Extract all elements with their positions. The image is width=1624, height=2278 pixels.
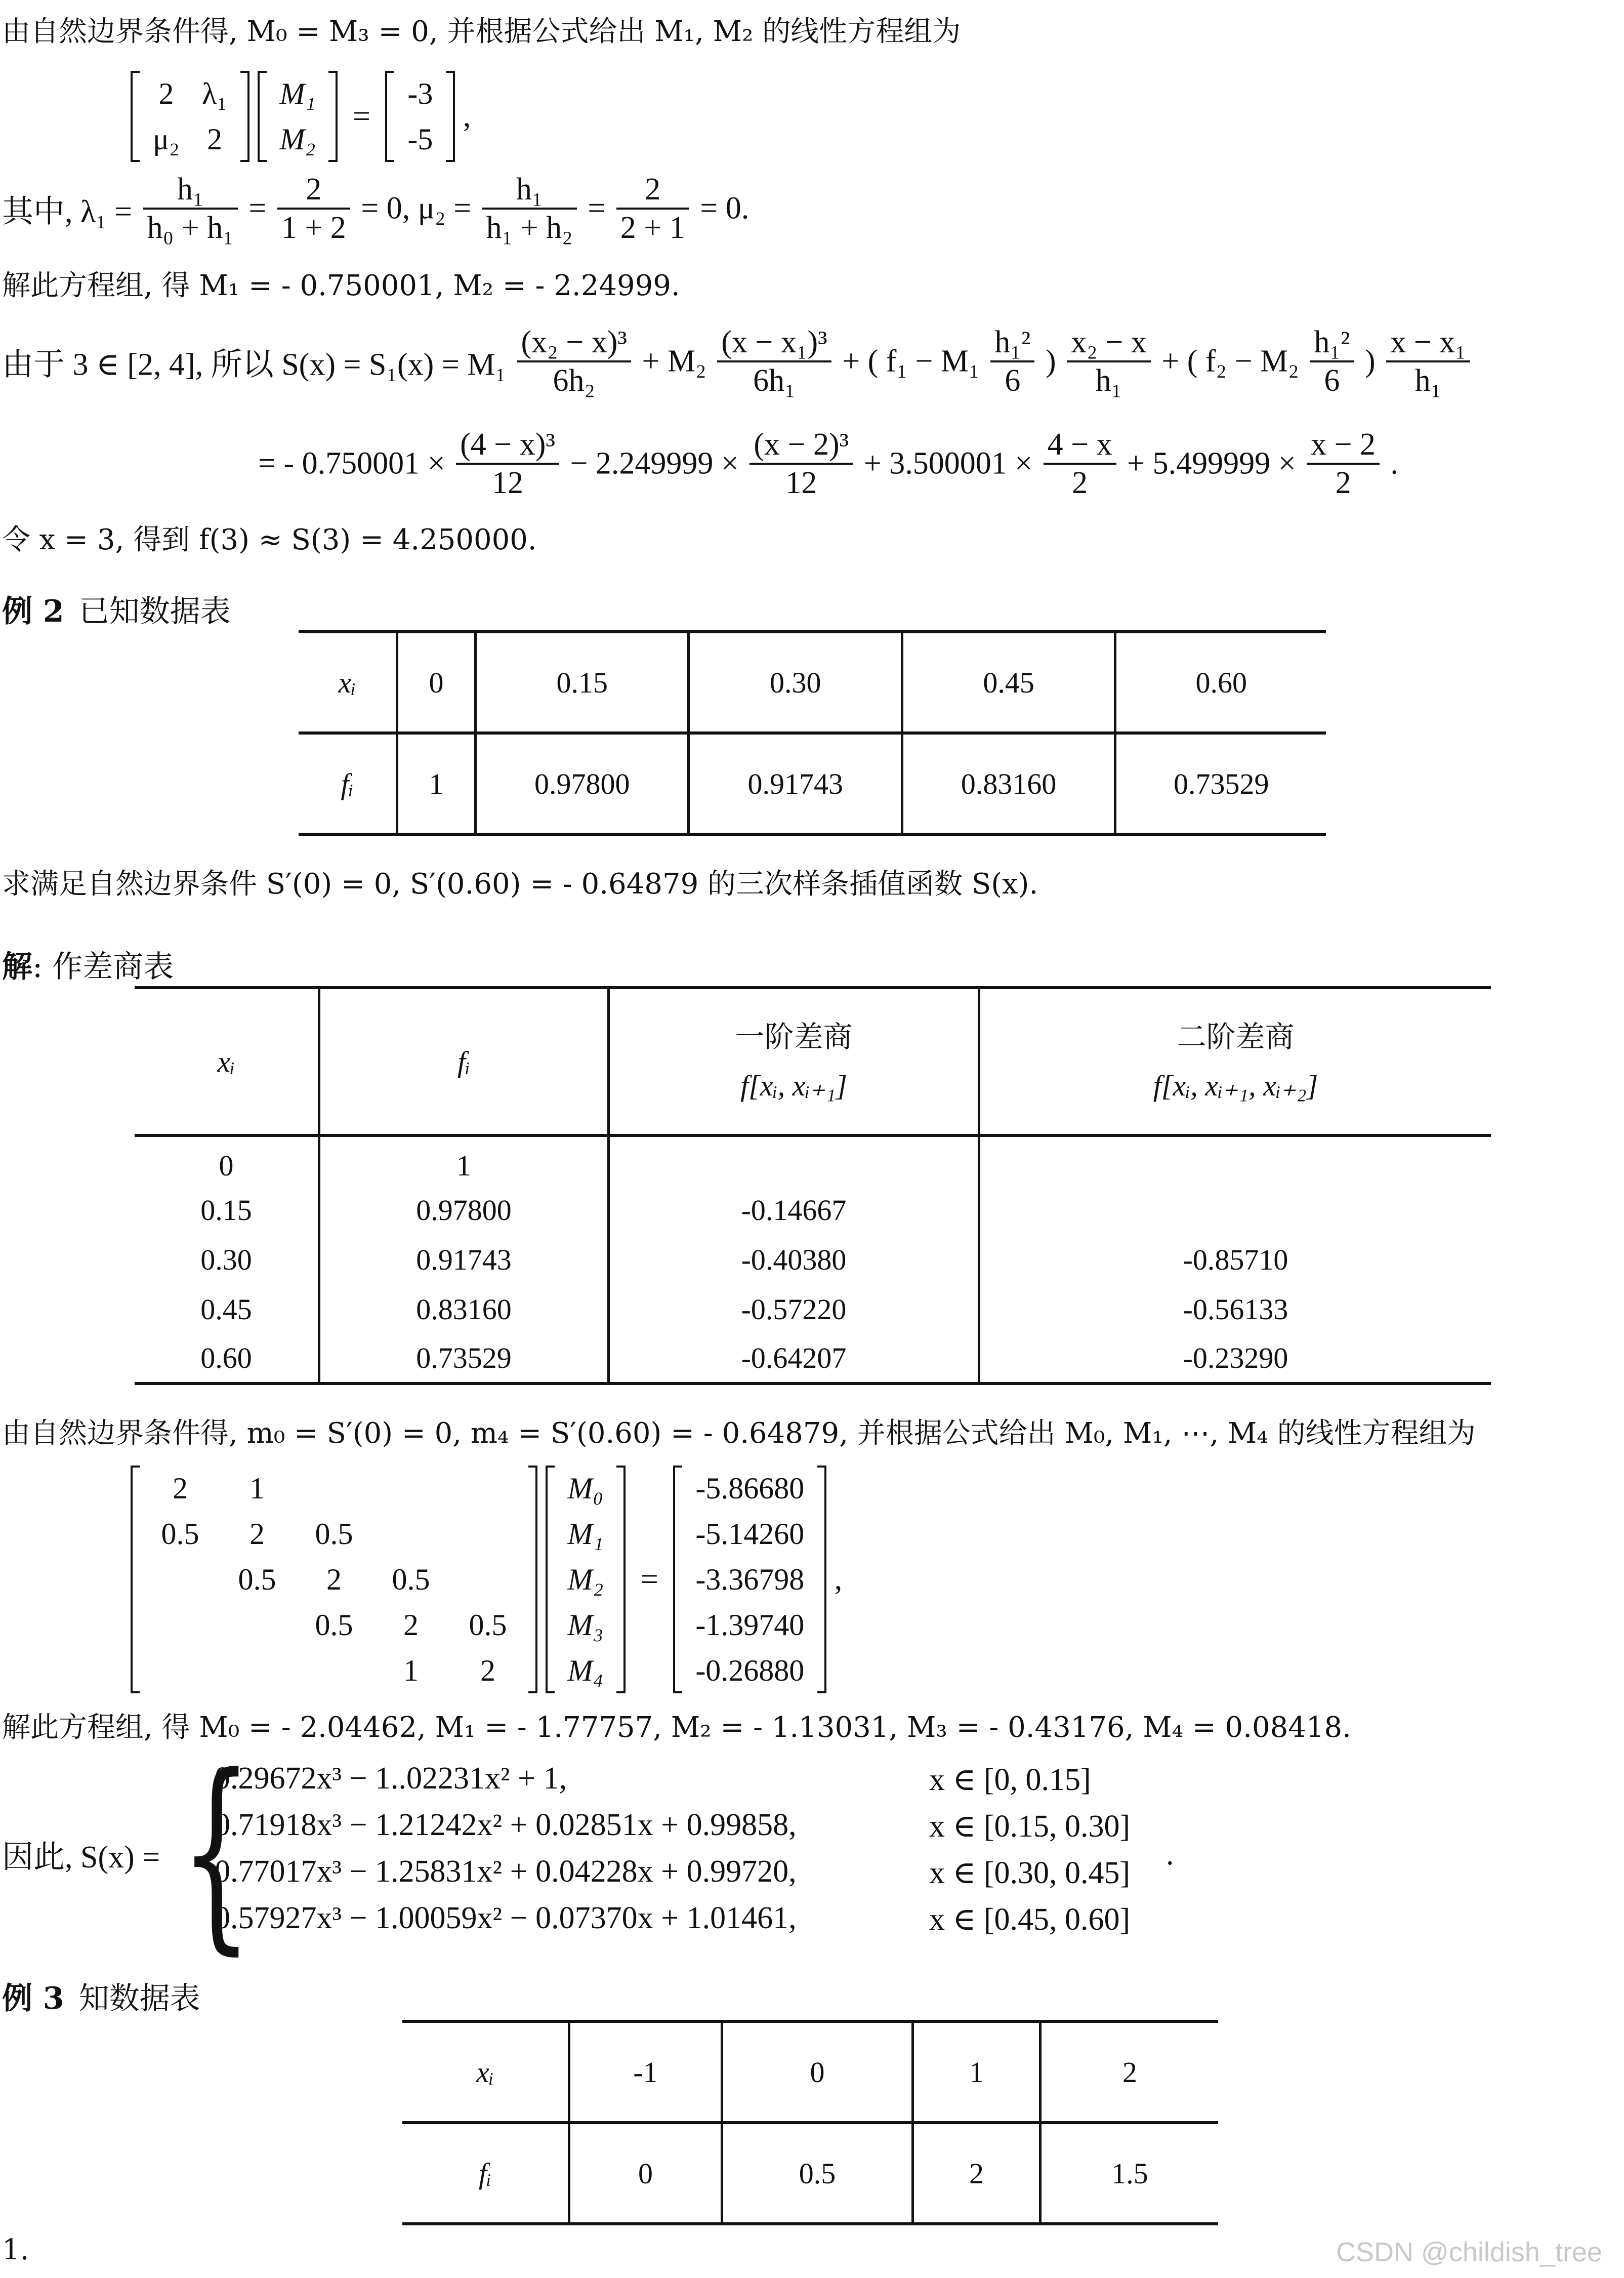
- numerator: 2: [277, 171, 350, 210]
- ex2-solve-line: 解此方程组, 得 M₀ = - 2.04462, M₁ = - 1.77757, M₂ = - 1.13031, M₃ = - 0.43176, M₄ = 0.08418.: [2, 1711, 1351, 1744]
- piece-domain-4: x ∈ [0.45, 0.60]: [929, 1902, 1131, 1937]
- row-label: fᵢ: [299, 733, 397, 834]
- denominator: 2 + 1: [620, 211, 685, 245]
- fraction: [749, 426, 853, 501]
- punctuation: ,: [463, 99, 471, 134]
- vector-cell: M₀: [567, 1472, 604, 1505]
- numerator: x − x₁: [1386, 324, 1470, 362]
- table-cell: 0.73529: [319, 1334, 609, 1384]
- table-cell: 0.73529: [1173, 767, 1269, 800]
- vector-cell: -5.14260: [695, 1517, 805, 1551]
- fraction: [482, 171, 577, 246]
- matrix-cell: 2: [249, 1517, 265, 1551]
- table-row: [402, 2021, 1218, 2123]
- ex3-heading: [2, 1974, 200, 2018]
- table-cell: 0.97800: [319, 1185, 609, 1235]
- vector-cell: M₂: [279, 123, 316, 156]
- vector-cell: M₂: [567, 1563, 604, 1596]
- header-title: 二阶差商: [1177, 1021, 1295, 1053]
- table-row: [135, 1284, 1491, 1334]
- matrix-cell: [142, 1648, 219, 1693]
- table-cell: -0.64207: [609, 1334, 979, 1384]
- header-title: 一阶差商: [735, 1021, 853, 1053]
- header-formula: f[xᵢ, xᵢ₊₁, xᵢ₊₂]: [1153, 1069, 1318, 1102]
- table-cell: 0.45: [135, 1284, 319, 1334]
- table-cell: 1.5: [1111, 2157, 1148, 2190]
- text-run: + ( f₁ − M₁: [842, 344, 980, 379]
- numerator: h₁: [143, 171, 238, 210]
- watermark: CSDN @childish_tree: [1336, 2237, 1602, 2267]
- fraction: [517, 324, 631, 399]
- ex2-matrix-equation: [131, 1466, 842, 1693]
- matrix-cell: [219, 1602, 296, 1648]
- vector-cell: M₁: [567, 1517, 604, 1551]
- table-cell: 0.60: [135, 1334, 319, 1384]
- numerator: h₁: [482, 171, 577, 210]
- text-run: + M₂: [642, 344, 706, 379]
- table-cell: 0: [722, 2021, 913, 2123]
- table-cell: 0: [397, 632, 476, 733]
- table-cell: -0.57220: [609, 1284, 979, 1334]
- equals-sign: =: [352, 99, 370, 134]
- text-run: = 0, μ₂ =: [361, 191, 472, 226]
- numerator: (4 − x)³: [456, 426, 559, 465]
- solution-text: : 作差商表: [32, 949, 174, 985]
- numerator: h₁²: [1310, 324, 1354, 362]
- table-cell: 0.91743: [319, 1235, 609, 1284]
- table-cell: 0.15: [135, 1185, 319, 1235]
- fraction: [717, 324, 831, 399]
- piece-expr-3: 0.77017x³ − 1.25831x² + 0.04228x + 0.99720,: [215, 1854, 797, 1889]
- ex1-spline-formula-line1: [2, 324, 1473, 399]
- matrix-cell: [142, 1602, 219, 1648]
- numerator: (x − x₁)³: [717, 324, 831, 362]
- ex2-coef-matrix: [131, 1466, 537, 1693]
- example-number: 例 2: [2, 594, 64, 629]
- piece-domain-2: x ∈ [0.15, 0.30]: [929, 1809, 1131, 1844]
- text-run: 其中, λ₁ =: [2, 194, 133, 229]
- ex1-spline-formula-line2: [258, 426, 1398, 501]
- denominator: 1 + 2: [281, 211, 346, 245]
- ex3-trailing-text: 1.: [2, 2233, 29, 2266]
- table-cell: 0.91743: [689, 733, 902, 834]
- text-run: + 3.500001 ×: [863, 446, 1033, 481]
- left-brace: {: [180, 1731, 253, 1973]
- fraction: [143, 171, 238, 246]
- fraction: [1386, 324, 1470, 399]
- table-cell: 0.30: [689, 632, 902, 733]
- matrix-cell: 2: [326, 1563, 342, 1596]
- punctuation: .: [1166, 1837, 1174, 1872]
- matrix-cell: [449, 1557, 526, 1602]
- table-cell: 0.5: [722, 2123, 913, 2224]
- piece-domain-3: x ∈ [0.30, 0.45]: [929, 1856, 1131, 1890]
- text-run: + 5.499999 ×: [1127, 446, 1296, 481]
- table-cell: [609, 1135, 979, 1185]
- solution-label: 解: [2, 949, 32, 985]
- table-cell: 0.45: [902, 632, 1115, 733]
- table-cell: [979, 1185, 1491, 1235]
- table-cell: 1: [913, 2021, 1040, 2123]
- heading-text: 知数据表: [78, 1981, 200, 2016]
- column-header-fi: fᵢ: [319, 988, 609, 1135]
- table-cell: 0.83160: [319, 1284, 609, 1334]
- matrix-cell: 1: [249, 1472, 265, 1505]
- matrix-cell: [296, 1648, 372, 1693]
- text-run: ): [1045, 344, 1056, 379]
- numerator: 2: [616, 171, 689, 210]
- numerator: h₁²: [990, 324, 1034, 362]
- table-cell: -1: [569, 2021, 722, 2123]
- table-row: [135, 1235, 1491, 1284]
- column-header-second-diff: [979, 988, 1491, 1135]
- fraction: [277, 171, 350, 246]
- fraction: [1310, 324, 1354, 399]
- vector-cell: -3: [407, 77, 433, 110]
- table-row: [135, 1135, 1491, 1185]
- heading-text: 已知数据表: [78, 594, 231, 629]
- ex3-data-table: [402, 2020, 1218, 2225]
- matrix-cell: 2: [173, 1472, 188, 1505]
- denominator: h₁: [1414, 363, 1442, 398]
- row-label: xᵢ: [402, 2021, 569, 2123]
- table-cell: 0.60: [1195, 666, 1247, 699]
- table-cell: [979, 1135, 1491, 1185]
- denominator: 12: [492, 466, 523, 500]
- table-cell: 0.97800: [476, 733, 689, 834]
- denominator: 6: [1005, 363, 1021, 398]
- matrix-cell: 0.5: [315, 1517, 353, 1551]
- piece-domain-1: x ∈ [0, 0.15]: [929, 1763, 1091, 1797]
- text-run: .: [1390, 446, 1399, 481]
- numerator: x − 2: [1307, 426, 1380, 465]
- table-cell: -0.85710: [1183, 1243, 1288, 1276]
- matrix-cell: μ₂: [153, 123, 180, 156]
- table-cell: 2: [1122, 2055, 1137, 2089]
- text-run: − 2.249999 ×: [570, 446, 739, 481]
- fraction: [1307, 426, 1380, 501]
- fraction: [1067, 324, 1151, 399]
- table-row: [135, 1334, 1491, 1384]
- ex1-unknown-vector: [258, 71, 338, 162]
- fraction: [616, 171, 689, 246]
- matrix-cell: [372, 1466, 449, 1511]
- piece-expr-4: 0.57927x³ − 1.00059x² − 0.07370x + 1.01461,: [215, 1901, 797, 1935]
- piece-expr-2: 0.71918x³ − 1.21242x² + 0.02851x + 0.99858,: [215, 1808, 797, 1842]
- numerator: (x₂ − x)³: [517, 324, 631, 362]
- table-cell: 1: [397, 733, 476, 834]
- therefore-text: 因此, S(x) =: [2, 1840, 160, 1875]
- fraction: [456, 426, 559, 501]
- table-cell: 1: [319, 1135, 609, 1185]
- table-cell: 0: [135, 1135, 319, 1185]
- ex2-heading: [2, 587, 231, 631]
- denominator: 6h₂: [553, 363, 596, 398]
- ex1-result-line: 令 x = 3, 得到 f(3) ≈ S(3) = 4.250000.: [2, 523, 537, 556]
- matrix-cell: 2: [480, 1654, 495, 1687]
- ex2-task-line: 求满足自然边界条件 S′(0) = 0, S′(0.60) = - 0.64879 的三次样条插值函数 S(x).: [2, 868, 1038, 901]
- vector-cell: M₄: [567, 1654, 604, 1687]
- matrix-cell: 0.5: [315, 1608, 353, 1642]
- matrix-cell: 0.5: [161, 1517, 199, 1551]
- matrix-cell: [296, 1466, 372, 1511]
- matrix-cell: [219, 1648, 296, 1693]
- example-number: 例 3: [2, 1981, 64, 2016]
- ex1-matrix-equation: [131, 71, 471, 162]
- matrix-cell: [449, 1466, 526, 1511]
- column-header-first-diff: [609, 988, 979, 1135]
- table-cell: -0.40380: [609, 1235, 979, 1284]
- equals-sign: =: [588, 191, 606, 226]
- header-formula: f[xᵢ, xᵢ₊₁]: [740, 1069, 847, 1102]
- text-run: + ( f₂ − M₂: [1161, 344, 1299, 379]
- fraction: [990, 324, 1034, 399]
- matrix-cell: 0.5: [469, 1608, 507, 1642]
- text-run: = - 0.750001 ×: [258, 446, 445, 481]
- denominator: h₀ + h₁: [147, 211, 234, 245]
- text-run: ): [1365, 344, 1376, 379]
- numerator: (x − 2)³: [749, 426, 853, 465]
- equals-sign: =: [640, 1562, 658, 1597]
- equals-sign: =: [248, 191, 267, 226]
- column-header-xi: xᵢ: [135, 988, 319, 1135]
- text-run: = 0.: [700, 191, 749, 226]
- row-label: fᵢ: [402, 2123, 569, 2224]
- denominator: 2: [1335, 466, 1351, 500]
- table-cell: -0.23290: [1183, 1341, 1288, 1374]
- vector-cell: -0.26880: [695, 1654, 805, 1687]
- table-header-row: [135, 988, 1491, 1135]
- matrix-cell: 0.5: [238, 1563, 276, 1596]
- ex1-rhs-vector: [385, 71, 455, 162]
- matrix-cell: 2: [158, 77, 174, 110]
- table-cell: -0.56133: [1183, 1292, 1288, 1326]
- denominator: 6: [1324, 363, 1340, 398]
- denominator: h₁ + h₂: [486, 211, 573, 245]
- ex1-lambda-mu-line: [2, 171, 749, 246]
- ex2-data-table: [299, 630, 1326, 836]
- table-cell: 0.30: [135, 1235, 319, 1284]
- matrix-cell: 1: [403, 1654, 419, 1687]
- vector-cell: -3.36798: [695, 1563, 805, 1596]
- vector-cell: -5.86680: [695, 1472, 805, 1505]
- fraction: [1044, 426, 1116, 501]
- matrix-cell: λ₁: [202, 77, 228, 110]
- matrix-cell: 2: [403, 1608, 419, 1642]
- table-cell: 2: [913, 2123, 1040, 2224]
- matrix-cell: 2: [207, 123, 223, 156]
- denominator: 12: [785, 466, 817, 500]
- numerator: 4 − x: [1044, 426, 1116, 465]
- ex1-solve-line: 解此方程组, 得 M₁ = - 0.750001, M₂ = - 2.24999.: [2, 269, 680, 302]
- denominator: h₁: [1095, 363, 1122, 398]
- denominator: 2: [1072, 466, 1088, 500]
- table-cell: -0.14667: [609, 1185, 979, 1235]
- ex2-difference-table: [135, 986, 1491, 1385]
- ex2-unknown-vector: [546, 1466, 626, 1693]
- table-cell: 0.83160: [902, 733, 1115, 834]
- ex2-rhs-vector: [673, 1466, 826, 1693]
- table-cell: 0.15: [476, 632, 689, 733]
- vector-cell: M₁: [279, 77, 316, 110]
- text-run: 由于 3 ∈ [2, 4], 所以 S(x) = S₁(x) = M₁: [2, 347, 507, 382]
- vector-cell: -5: [407, 123, 433, 156]
- punctuation: ,: [834, 1562, 843, 1597]
- matrix-cell: [142, 1557, 219, 1602]
- vector-cell: M₃: [567, 1608, 604, 1642]
- numerator: x₂ − x: [1067, 324, 1151, 362]
- piece-expr-1: 0.29672x³ − 1..02231x² + 1,: [215, 1761, 567, 1796]
- table-row: [402, 2123, 1218, 2224]
- vector-cell: -1.39740: [695, 1608, 805, 1642]
- table-cell: 0: [569, 2123, 722, 2224]
- row-label: xᵢ: [299, 632, 397, 733]
- matrix-cell: 0.5: [392, 1563, 430, 1596]
- matrix-cell: [449, 1511, 526, 1557]
- table-row: [299, 632, 1326, 733]
- denominator: 6h₁: [753, 363, 796, 398]
- ex2-bc-line: 由自然边界条件得, m₀ = S′(0) = 0, m₄ = S′(0.60) = - 0.64879, 并根据公式给出 M₀, M₁, ⋯, M₄ 的线性方程组为: [2, 1417, 1476, 1450]
- table-row: [299, 733, 1326, 834]
- ex1-bc-line: 由自然边界条件得, M₀ = M₃ = 0, 并根据公式给出 M₁, M₂ 的线性方程组为: [2, 15, 961, 48]
- ex2-solution-heading: [2, 943, 174, 986]
- ex1-coef-matrix: [131, 71, 249, 162]
- table-row: [135, 1185, 1491, 1235]
- matrix-cell: [372, 1511, 449, 1557]
